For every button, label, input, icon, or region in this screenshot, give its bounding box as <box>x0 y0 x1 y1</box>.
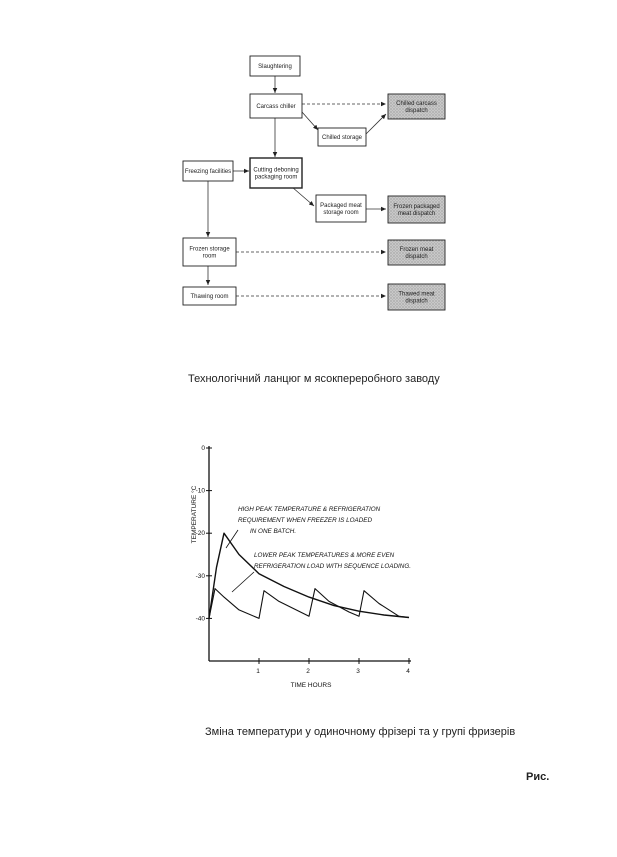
y-tick-label: -10 <box>195 487 205 495</box>
flow-box-label: Freezing facilities <box>184 169 232 175</box>
flow-box-label: dispatch <box>405 254 428 260</box>
chart-series <box>209 533 409 618</box>
flow-box-label: Packaged meat <box>320 203 362 209</box>
flow-box-slaughtering <box>250 56 300 76</box>
flow-box-label: Frozen packaged <box>393 204 440 210</box>
y-tick-label: -40 <box>195 615 205 623</box>
arrow-chiller-to-chilled-storage <box>302 112 318 130</box>
y-tick-label: 0 <box>201 445 205 452</box>
x-tick-label: 3 <box>356 668 360 675</box>
x-tick-label: 2 <box>306 668 310 675</box>
flow-box-chilled-storage <box>318 128 366 146</box>
flow-box-label: storage room <box>323 210 359 216</box>
x-tick-label: 1 <box>256 668 260 675</box>
y-axis-label: TEMPERATURE °C <box>191 485 198 544</box>
y-tick-label: -20 <box>195 530 205 538</box>
flow-diagram <box>183 56 445 310</box>
flow-box-carcass-chiller <box>250 94 302 118</box>
y-tick-label: -30 <box>195 572 205 580</box>
series-line-single-batch <box>209 533 409 618</box>
flow-box-label: Cutting deboning <box>253 167 299 174</box>
flow-box-chilled-carcass-dispatch <box>388 94 445 119</box>
flow-box-label: room <box>202 253 217 260</box>
chart-annotation: REQUIREMENT WHEN FREEZER IS LOADED <box>238 517 372 524</box>
flow-box-thawing-room <box>183 287 236 305</box>
chart-caption: Зміна температури у одиночному фрізері та у групі фризерів <box>205 726 516 738</box>
flow-box-frozen-meat-dispatch <box>388 240 445 265</box>
diagram-caption: Технологічний ланцюг м ясокпереробного заводу <box>188 373 440 385</box>
chart-annotations <box>226 506 411 592</box>
flow-box-packaged-meat-storage <box>316 195 366 222</box>
temperature-chart <box>190 445 411 689</box>
chart-annotation: REFRIGERATION LOAD WITH SEQUENCE LOADING. <box>254 563 411 570</box>
flow-boxes <box>183 56 445 310</box>
chart-annotation: HIGH PEAK TEMPERATURE & REFRIGERATION <box>238 506 381 513</box>
flow-box-label: Chilled carcass <box>396 101 437 107</box>
arrow-chilled-storage-to-dispatch <box>366 114 386 134</box>
flow-box-cutting-room <box>250 158 302 188</box>
flow-box-label: Carcass chiller <box>256 104 296 110</box>
flow-box-label: dispatch <box>405 298 428 305</box>
flow-box-thawed-meat-dispatch <box>388 284 445 310</box>
x-axis-label: TIME HOURS <box>290 682 332 689</box>
flow-box-label: Thawing room <box>190 294 229 300</box>
figure-label: Рис. <box>526 771 550 783</box>
annotation-leader <box>232 572 254 592</box>
flow-box-frozen-packaged-dispatch <box>388 196 445 223</box>
flow-box-label: packaging room <box>254 174 298 181</box>
chart-annotation: IN ONE BATCH. <box>250 528 297 535</box>
flow-box-label: Thawed meat <box>398 291 435 298</box>
arrow-cutting-to-packaged-storage <box>292 187 314 206</box>
chart-annotation: LOWER PEAK TEMPERATURES & MORE EVEN <box>254 552 395 559</box>
flow-box-label: dispatch <box>405 108 428 114</box>
flow-box-label: Slaughtering <box>258 64 292 70</box>
flow-box-label: meat dispatch <box>397 211 436 217</box>
flow-box-label: Frozen meat <box>399 247 434 253</box>
flow-box-label: Frozen storage <box>189 246 230 253</box>
flow-box-label: Chilled storage <box>321 135 363 141</box>
flow-box-freezing-facilities <box>183 161 233 181</box>
x-tick-label: 4 <box>406 668 410 675</box>
flow-box-frozen-storage <box>183 238 236 266</box>
